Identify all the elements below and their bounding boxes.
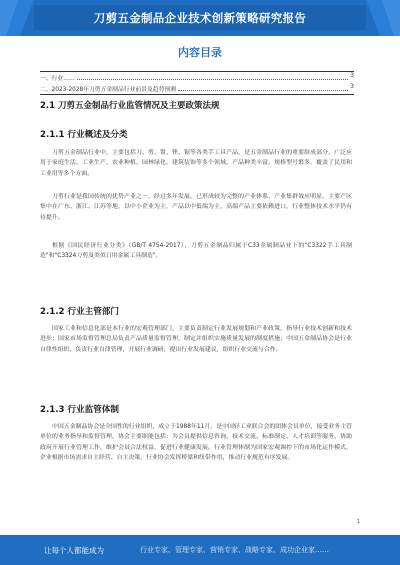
toc-item-label: 二、2023-2028年刀剪五金制品行业前景及趋势预测 xyxy=(40,87,176,93)
toc-item-label: 一、行业…… xyxy=(40,76,75,82)
header-corner-left-decoration xyxy=(0,0,34,36)
toc-item-page: 3 xyxy=(350,84,354,90)
toc-item-page: 3 xyxy=(350,73,354,79)
header-title-bar xyxy=(34,5,366,30)
page-header xyxy=(0,0,400,36)
toc-item[interactable] xyxy=(40,73,354,82)
body-paragraph: 刀剪五金制品行业中，主要包括刀、剪、钳、锉、锯等各类手工具产品，是五金制品行业的重要组成部分，广泛应用于家庭生活、工业生产、农业种植、园林绿化、建筑装饰等多个领域，产品种类丰富，规格型号繁多，覆盖了民用和工业用等多个方面。 xyxy=(40,150,352,177)
header-corner-right-decoration xyxy=(366,0,400,36)
section-heading: 2.1.1 行业概述及分类 xyxy=(40,130,128,140)
body-paragraph: 中国五金制品协会是全国性的行业组织，成立于1988年11月，是中国轻工业联合会的团体会员单位，接受业务主管单位的业务指导和监督管理，协会主要职能包括：为会员提供信息咨询、技术交流、标准制定、人才培训等服务，协助政府开展行业管理工作，维护会员合法权益，促进行业健康发展。行业管理体制为国家宏观调控下的市场化运作模式，企业根据市场需求自主经营、自主决策，行业协会发挥桥梁和纽带作用，推动行业规范有序发展。 xyxy=(40,424,352,461)
body-paragraph: 刀剪行业是我国传统的优势产业之一，经过多年发展，已形成较为完整的产业体系，产业集群效应明显，主要产区集中在广东、浙江、江苏等地，以中小企业为主，产品以中低端为主，高端产品主要依赖进口，行业整体技术水平仍有待提升。 xyxy=(40,194,352,221)
section-main-heading: 2.1 刀剪五金制品行业监管情况及主要政策法规 xyxy=(40,101,220,111)
toc-item[interactable] xyxy=(40,84,354,93)
section-heading: 2.1.2 行业主管部门 xyxy=(40,307,120,317)
footer-slogan: 让每个人都能成为 xyxy=(44,545,104,555)
section-heading: 2.1.3 行业监管体制 xyxy=(40,405,120,415)
report-title: 刀剪五金制品企业技术创新策略研究报告 xyxy=(93,10,307,25)
toc-leader-dots xyxy=(77,73,349,80)
body-paragraph: 国家工业和信息化部是本行业的宏观管理部门，主要负责制定行业发展规划和产业政策，指导行业技术创新和技术进步；国家市场监督管理总局负责产品质量监督管理，制定并组织实施质量发展的制度措施；中国五金制品协会是行业自律性组织，负责行业自律管理，开展行业调研，提出行业发展建议，组织行业交流与合作。 xyxy=(40,326,352,353)
footer-tagline: 行业专家、管理专家、营销专家、战略专家、成功企业家…… xyxy=(140,546,329,554)
page-number: 1 xyxy=(356,519,360,525)
toc-top-rule xyxy=(40,71,354,72)
page-footer xyxy=(0,535,400,565)
toc-bottom-rule xyxy=(40,94,354,95)
body-paragraph: 根据《国民经济行业分类》（GB/T 4754-2017），刀剪五金制品归属于C33金属制品业下的"C3322手工具制造"和"C3324刀剪及类似日用金属工具制造"。 xyxy=(40,243,352,260)
toc-leader-dots xyxy=(178,84,348,91)
toc-title: 内容目录 xyxy=(178,46,222,59)
